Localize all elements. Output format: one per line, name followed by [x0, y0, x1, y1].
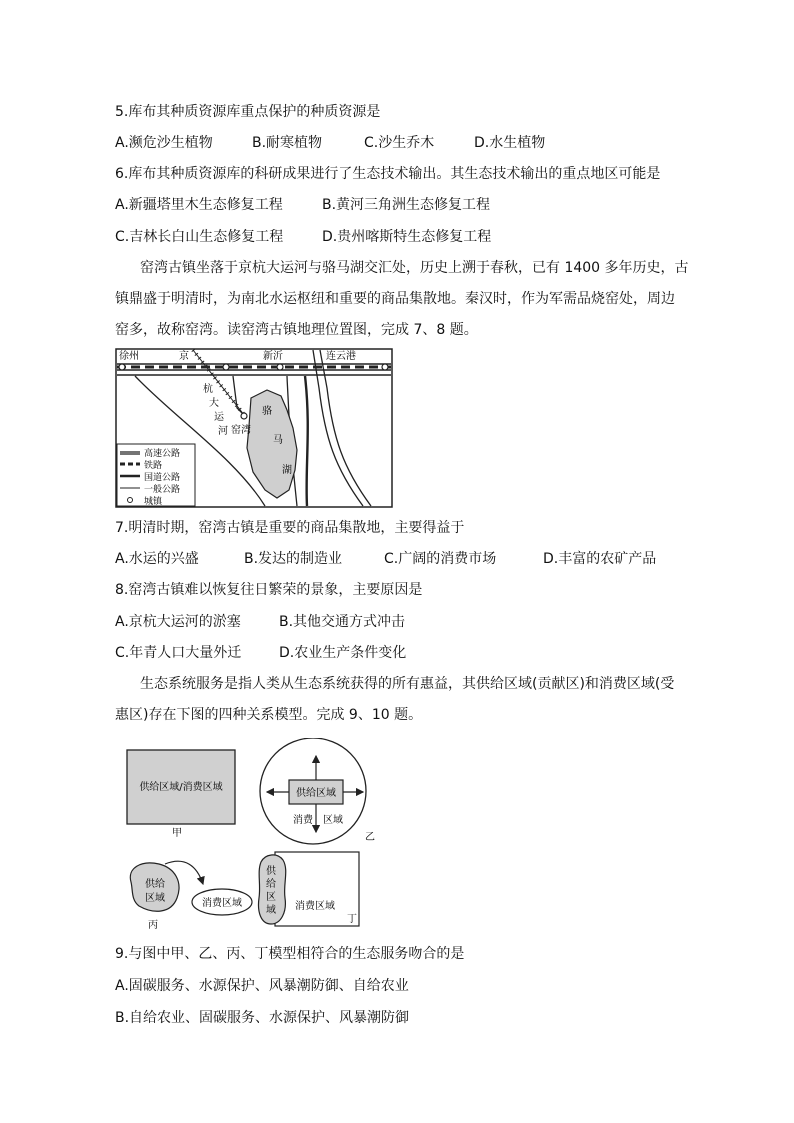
q6-option-a: A.新疆塔里木生态修复工程	[115, 197, 283, 213]
passage1-line-2: 镇鼎盛于明清时，为南北水运枢纽和重要的商品集散地。秦汉时，作为军需品烧窑处，周边	[115, 291, 675, 307]
model-jia	[127, 750, 235, 839]
q8-option-d: D.农业生产条件变化	[279, 645, 407, 661]
q8-option-c: C.年青人口大量外迁	[115, 645, 242, 661]
q6-option-c: C.吉林长白山生态修复工程	[115, 229, 284, 245]
ding-consume: 消费区域	[295, 901, 335, 912]
q9-option-b: B.自给农业、固碳服务、水源保护、风暴潮防御	[115, 1010, 410, 1026]
canal-char-2: 大	[209, 398, 219, 409]
canal-char-1: 杭	[203, 384, 213, 395]
canal-char-3: 运	[214, 412, 224, 423]
q8-option-b: B.其他交通方式冲击	[279, 614, 406, 630]
legend-railway: 铁路	[144, 461, 163, 471]
q9-stem: 9.与图中甲、乙、丙、丁模型相符合的生态服务吻合的是	[115, 946, 465, 962]
jia-caption: 甲	[172, 828, 182, 839]
q5-option-b: B.耐寒植物	[252, 135, 323, 151]
lake-char-1: 骆	[262, 406, 272, 417]
yi-outer-3: 区	[323, 815, 333, 826]
passage1-line-1: 窑湾古镇坐落于京杭大运河与骆马湖交汇处，历史上溯于春秋，已有 1400 多年历史，古	[140, 260, 689, 276]
yi-caption: 乙	[365, 832, 375, 843]
ding-supply-3: 区	[266, 892, 276, 903]
ecosystem-service-models-figure	[125, 738, 375, 933]
q7-option-c: C.广阔的消费市场	[384, 551, 497, 567]
label-xuzhou: 徐州	[119, 351, 139, 362]
lake-char-2: 马	[273, 435, 283, 446]
bing-supply-2: 区域	[145, 893, 165, 904]
bing-consume: 消费区域	[202, 898, 242, 909]
ding-supply-1: 供	[266, 866, 276, 877]
q8-option-a: A.京杭大运河的淤塞	[115, 614, 241, 630]
q6-option-b: B.黄河三角洲生态修复工程	[322, 197, 491, 213]
town-xuzhou-marker	[119, 364, 125, 370]
q5-option-d: D.水生植物	[474, 135, 546, 151]
bing-caption: 丙	[148, 920, 158, 931]
map-legend	[117, 444, 195, 507]
model-ding	[259, 852, 360, 926]
label-lianyungang: 连云港	[326, 351, 356, 362]
q5-option-a: A.濒危沙生植物	[115, 135, 213, 151]
ding-supply-4: 域	[266, 905, 276, 916]
legend-town: 城镇	[144, 497, 163, 507]
q5-stem: 5.库布其种质资源库重点保护的种质资源是	[115, 104, 381, 120]
yi-outer-4: 域	[333, 815, 343, 826]
q6-stem: 6.库布其种质资源库的科研成果进行了生态技术输出。其生态技术输出的重点地区可能是	[115, 166, 661, 182]
q7-option-b: B.发达的制造业	[244, 551, 343, 567]
model-bing	[130, 861, 252, 931]
passage2-line-2: 惠区)存在下图的四种关系模型。完成 9、10 题。	[115, 707, 423, 723]
lake-char-3: 湖	[282, 465, 292, 476]
town-yaowan-marker	[241, 413, 247, 419]
bing-supply-1: 供给	[145, 879, 165, 890]
jia-box-label: 供给区域/消费区域	[139, 782, 223, 793]
model-yi	[260, 738, 375, 844]
q9-option-a: A.固碳服务、水源保护、风暴潮防御、自给农业	[115, 978, 409, 994]
label-yaowan: 窑湾	[231, 425, 251, 436]
yaowan-location-map	[115, 348, 393, 508]
legend-general-road: 一般公路	[144, 485, 181, 495]
yi-outer-1: 消	[293, 815, 303, 826]
label-jing: 京	[179, 351, 189, 362]
q7-option-d: D.丰富的农矿产品	[543, 551, 657, 567]
q7-option-a: A.水运的兴盛	[115, 551, 199, 567]
q7-stem: 7.明清时期，窑湾古镇是重要的商品集散地，主要得益于	[115, 520, 465, 536]
passage2-line-1: 生态系统服务是指人类从生态系统获得的所有惠益，其供给区域(贡献区)和消费区域(受	[140, 676, 675, 692]
ding-caption: 丁	[347, 914, 357, 925]
canal-char-4: 河	[218, 426, 228, 437]
q6-option-d: D.贵州喀斯特生态修复工程	[322, 229, 492, 245]
legend-expressway: 高速公路	[144, 449, 181, 459]
yi-inner-label: 供给区域	[296, 788, 336, 799]
q5-option-c: C.沙生乔木	[364, 135, 435, 151]
passage1-line-3: 窑多，故称窑湾。读窑湾古镇地理位置图，完成 7、8 题。	[115, 322, 478, 338]
yi-outer-2: 费	[303, 815, 313, 826]
ding-supply-2: 给	[266, 879, 276, 890]
q8-stem: 8.窑湾古镇难以恢复往日繁荣的景象，主要原因是	[115, 582, 423, 598]
legend-national-road: 国道公路	[144, 473, 181, 483]
label-xinyi: 新沂	[263, 351, 283, 362]
